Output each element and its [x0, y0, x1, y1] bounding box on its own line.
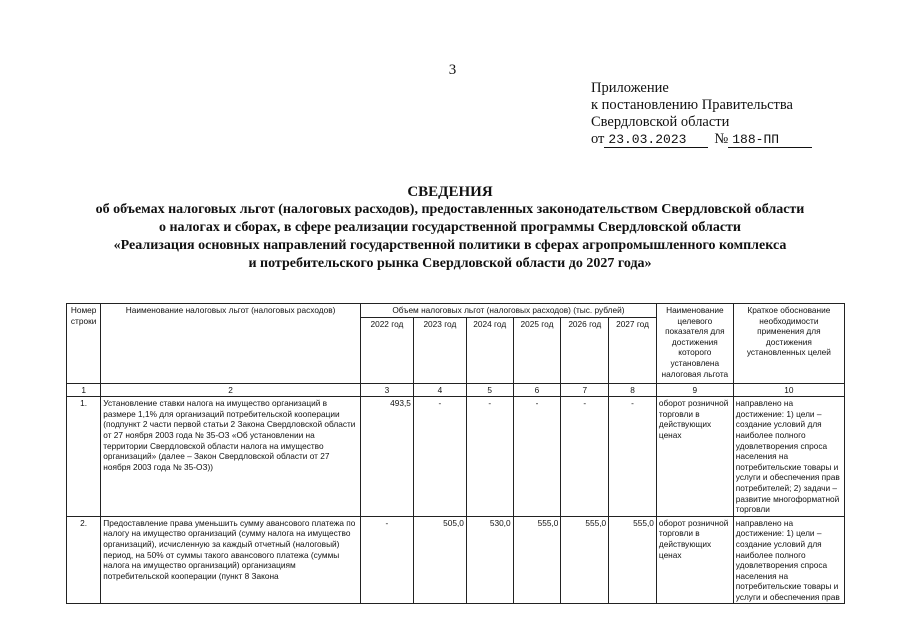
- value-cell: -: [609, 397, 657, 517]
- appendix-line-2: к постановлению Правительства: [591, 97, 793, 113]
- column-number: 5: [466, 383, 513, 397]
- title-line-1: об объемах налоговых льгот (налоговых расходов), предоставленных законодательством Свердловской области: [95, 202, 805, 217]
- value-cell: 493,5: [360, 397, 413, 517]
- title-line-2: о налогах и сборах, в сфере реализации государственной программы Свердловской области: [158, 220, 742, 235]
- number-prefix: №: [714, 131, 729, 147]
- justification-cell: направлено на достижение: 1) цели – создание условий для наиболее полного удовлетворения спроса населения на потребительские товары и услуги и обеспечения прав потребителей; 2) задачи – развитие многоформатной торговли: [733, 397, 844, 517]
- date-value: 23.03.2023: [608, 132, 687, 147]
- tax-benefits-table: [66, 303, 845, 604]
- header-justification: Краткое обоснование необходимости применения для достижения установленных целей: [733, 304, 844, 384]
- header-volume: Объем налоговых льгот (налоговых расходов) (тыс. рублей): [360, 304, 656, 318]
- column-number: 2: [101, 383, 361, 397]
- title-main: СВЕДЕНИЯ: [407, 184, 493, 200]
- value-cell: 530,0: [466, 516, 513, 604]
- table-header-row: [67, 304, 845, 318]
- title-line-3: «Реализация основных направлений государственной политики в сферах агропромышленного комплекса: [113, 238, 787, 253]
- document-title: [40, 183, 860, 273]
- value-cell: 505,0: [413, 516, 466, 604]
- header-year: 2022 год: [360, 317, 413, 383]
- column-number: 6: [513, 383, 561, 397]
- header-year: 2027 год: [609, 317, 657, 383]
- header-indicator: Наименование целевого показателя для достижения которого установлена налоговая льгота: [656, 304, 733, 384]
- value-cell: 555,0: [609, 516, 657, 604]
- value-cell: 555,0: [513, 516, 561, 604]
- header-year: 2024 год: [466, 317, 513, 383]
- appendix-line-3: Свердловской области: [591, 114, 730, 130]
- number-value: 188-ПП: [732, 132, 780, 147]
- page-number: 3: [448, 62, 457, 78]
- row-number: 1.: [67, 397, 101, 517]
- value-cell: 555,0: [561, 516, 609, 604]
- header-name: Наименование налоговых льгот (налоговых расходов): [101, 304, 361, 384]
- value-cell: -: [466, 397, 513, 517]
- indicator-cell: оборот розничной торговли в действующих ценах: [656, 516, 733, 604]
- title-line-4: и потребительского рынка Свердловской области до 2027 года»: [248, 256, 652, 271]
- table-row: [67, 397, 845, 517]
- column-number: 9: [656, 383, 733, 397]
- table-row: [67, 516, 845, 604]
- value-cell: -: [513, 397, 561, 517]
- justification-cell: направлено на достижение: 1) цели – создание условий для наиболее полного удовлетворения спроса населения на потребительские товары и услуги и обеспечения прав: [733, 516, 844, 604]
- appendix-date-line: [591, 131, 812, 148]
- benefit-name: Установление ставки налога на имущество организаций в размере 1,1% для организаций потребительской кооперации (подпункт 2 части первой статьи 2 Закона Свердловской области от 27 ноября 2003 года № 35-ОЗ «Об установлении на территории Свердловской области налога на имущество организаций» (далее – Закон Свердловской области от 27 ноября 2003 года № 35-ОЗ)): [101, 397, 361, 517]
- appendix-block: [591, 80, 812, 148]
- column-number: 10: [733, 383, 844, 397]
- column-number: 8: [609, 383, 657, 397]
- benefit-name: Предоставление права уменьшить сумму авансового платежа по налогу на имущество организаций (сумму налога на имущество организаций), исчисленную за каждый отчетный (налоговый) период, на 50% от суммы такого авансового платежа (суммы налога на имущество организаций) организациям потребительской кооперации (пункт 8 Закона: [101, 516, 361, 604]
- column-number: 4: [413, 383, 466, 397]
- date-prefix: от: [591, 131, 605, 147]
- value-cell: -: [561, 397, 609, 517]
- appendix-line-1: Приложение: [591, 80, 669, 96]
- indicator-cell: оборот розничной торговли в действующих ценах: [656, 397, 733, 517]
- column-number: 1: [67, 383, 101, 397]
- header-year: 2023 год: [413, 317, 466, 383]
- column-number-row: [67, 383, 845, 397]
- value-cell: -: [413, 397, 466, 517]
- date-field: [604, 132, 708, 148]
- number-field: [728, 132, 812, 148]
- row-number: 2.: [67, 516, 101, 604]
- value-cell: -: [360, 516, 413, 604]
- header-year: 2025 год: [513, 317, 561, 383]
- column-number: 7: [561, 383, 609, 397]
- header-year: 2026 год: [561, 317, 609, 383]
- header-row-num: Номер строки: [67, 304, 101, 384]
- column-number: 3: [360, 383, 413, 397]
